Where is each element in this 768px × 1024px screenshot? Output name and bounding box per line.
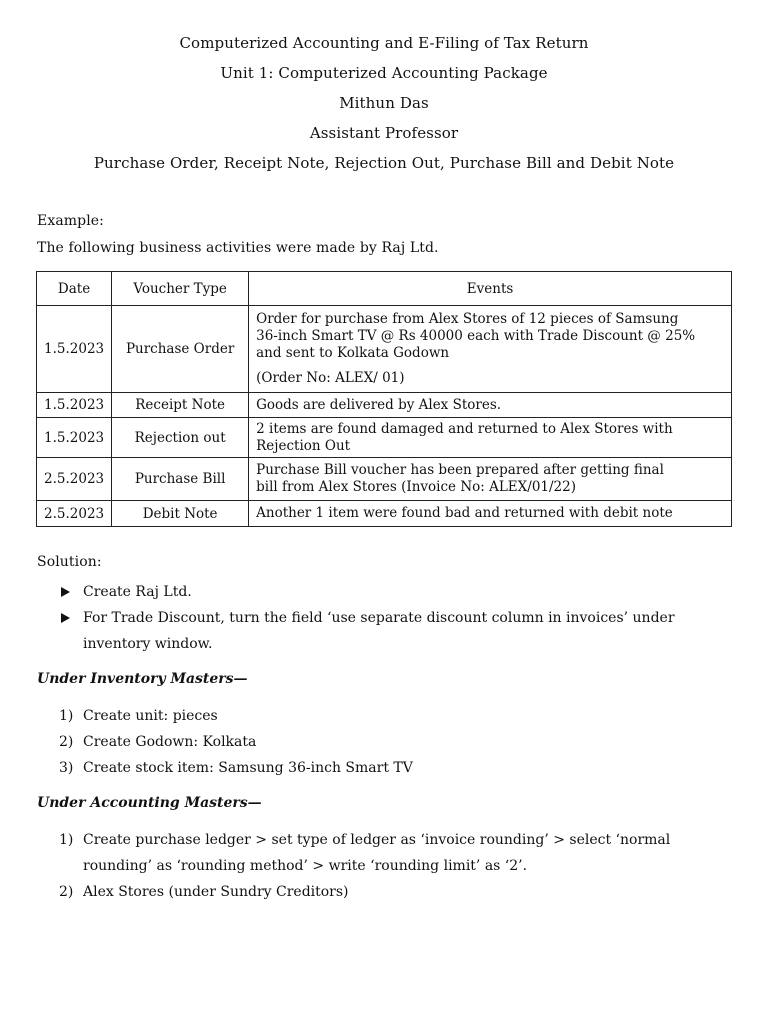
column-header-events: Events <box>249 272 732 306</box>
list-number: 1) <box>59 708 74 724</box>
event-note: (Order No: ALEX/ 01) <box>256 370 405 386</box>
cell-voucher-type: Purchase Order <box>112 306 249 393</box>
solution-label: Solution: <box>37 554 102 570</box>
example-intro: The following business activities were made by Raj Ltd. <box>37 240 439 256</box>
topic-title: Purchase Order, Receipt Note, Rejection Out, Purchase Bill and Debit Note <box>93 154 675 172</box>
list-number: 1) <box>59 832 74 848</box>
list-item-text: Create Raj Ltd. <box>83 584 192 600</box>
example-label: Example: <box>37 213 104 229</box>
event-line: 36-inch Smart TV @ Rs 40000 each with Trade Discount @ 25% <box>256 328 696 344</box>
event-line: Goods are delivered by Alex Stores. <box>256 396 502 413</box>
cell-events <box>249 306 732 393</box>
list-item <box>59 703 732 729</box>
cell-date: 2.5.2023 <box>37 458 112 501</box>
column-header-voucher-type: Voucher Type <box>112 272 249 306</box>
list-item-text: Create Godown: Kolkata <box>83 734 257 750</box>
column-header-date: Date <box>37 272 112 306</box>
author-designation: Assistant Professor <box>309 124 459 142</box>
event-line: bill from Alex Stores (Invoice No: ALEX/01/22) <box>256 479 576 495</box>
cell-voucher-type: Rejection out <box>112 418 249 458</box>
list-item-text: Alex Stores (under Sundry Creditors) <box>83 884 349 900</box>
table-row <box>37 306 732 393</box>
list-number: 2) <box>59 734 74 750</box>
event-line: 2 items are found damaged and returned to Alex Stores with <box>256 420 673 437</box>
event-line: Purchase Bill voucher has been prepared after getting final <box>256 462 664 478</box>
table-row <box>37 501 732 527</box>
list-item <box>59 879 732 905</box>
accounting-masters-heading: Under Accounting Masters— <box>37 795 262 811</box>
event-line: and sent to Kolkata Godown <box>256 345 450 361</box>
event-line: Another 1 item were found bad and returned with debit note <box>256 505 673 521</box>
table-header-row <box>37 272 732 306</box>
cell-date: 1.5.2023 <box>37 306 112 393</box>
cell-date: 1.5.2023 <box>37 393 112 418</box>
list-item <box>59 827 732 879</box>
inventory-masters-heading: Under Inventory Masters— <box>37 671 248 687</box>
list-item-text: Create purchase ledger > set type of ledger as ‘invoice rounding’ > select ‘normal rounding’ as ‘rounding method’ > write ‘rounding limit’ as ‘2’. <box>83 832 671 874</box>
cell-date: 1.5.2023 <box>37 418 112 458</box>
list-item-text: For Trade Discount, turn the field ‘use separate discount column in invoices’ under inventory window. <box>83 610 675 652</box>
cell-voucher-type: Purchase Bill <box>112 458 249 501</box>
list-item <box>59 729 732 755</box>
cell-events <box>249 418 732 458</box>
list-number: 2) <box>59 884 74 900</box>
event-line: Rejection Out <box>256 437 351 454</box>
cell-events <box>249 393 732 418</box>
table-row <box>37 418 732 458</box>
table-row <box>37 393 732 418</box>
author-name: Mithun Das <box>339 94 429 112</box>
event-line: Order for purchase from Alex Stores of 12 pieces of Samsung <box>256 311 679 327</box>
cell-voucher-type: Debit Note <box>112 501 249 527</box>
cell-date: 2.5.2023 <box>37 501 112 527</box>
course-title: Computerized Accounting and E-Filing of Tax Return <box>179 34 589 52</box>
list-number: 3) <box>59 760 74 776</box>
list-item <box>59 755 732 781</box>
list-item-text: Create stock item: Samsung 36-inch Smart TV <box>83 760 413 776</box>
list-item-text: Create unit: pieces <box>83 708 218 724</box>
cell-events <box>249 501 732 527</box>
table-row <box>37 458 732 501</box>
unit-title: Unit 1: Computerized Accounting Package <box>220 64 548 82</box>
cell-voucher-type: Receipt Note <box>112 393 249 418</box>
cell-events <box>249 458 732 501</box>
events-table <box>36 271 732 527</box>
list-item <box>59 579 732 605</box>
list-item <box>59 605 732 657</box>
